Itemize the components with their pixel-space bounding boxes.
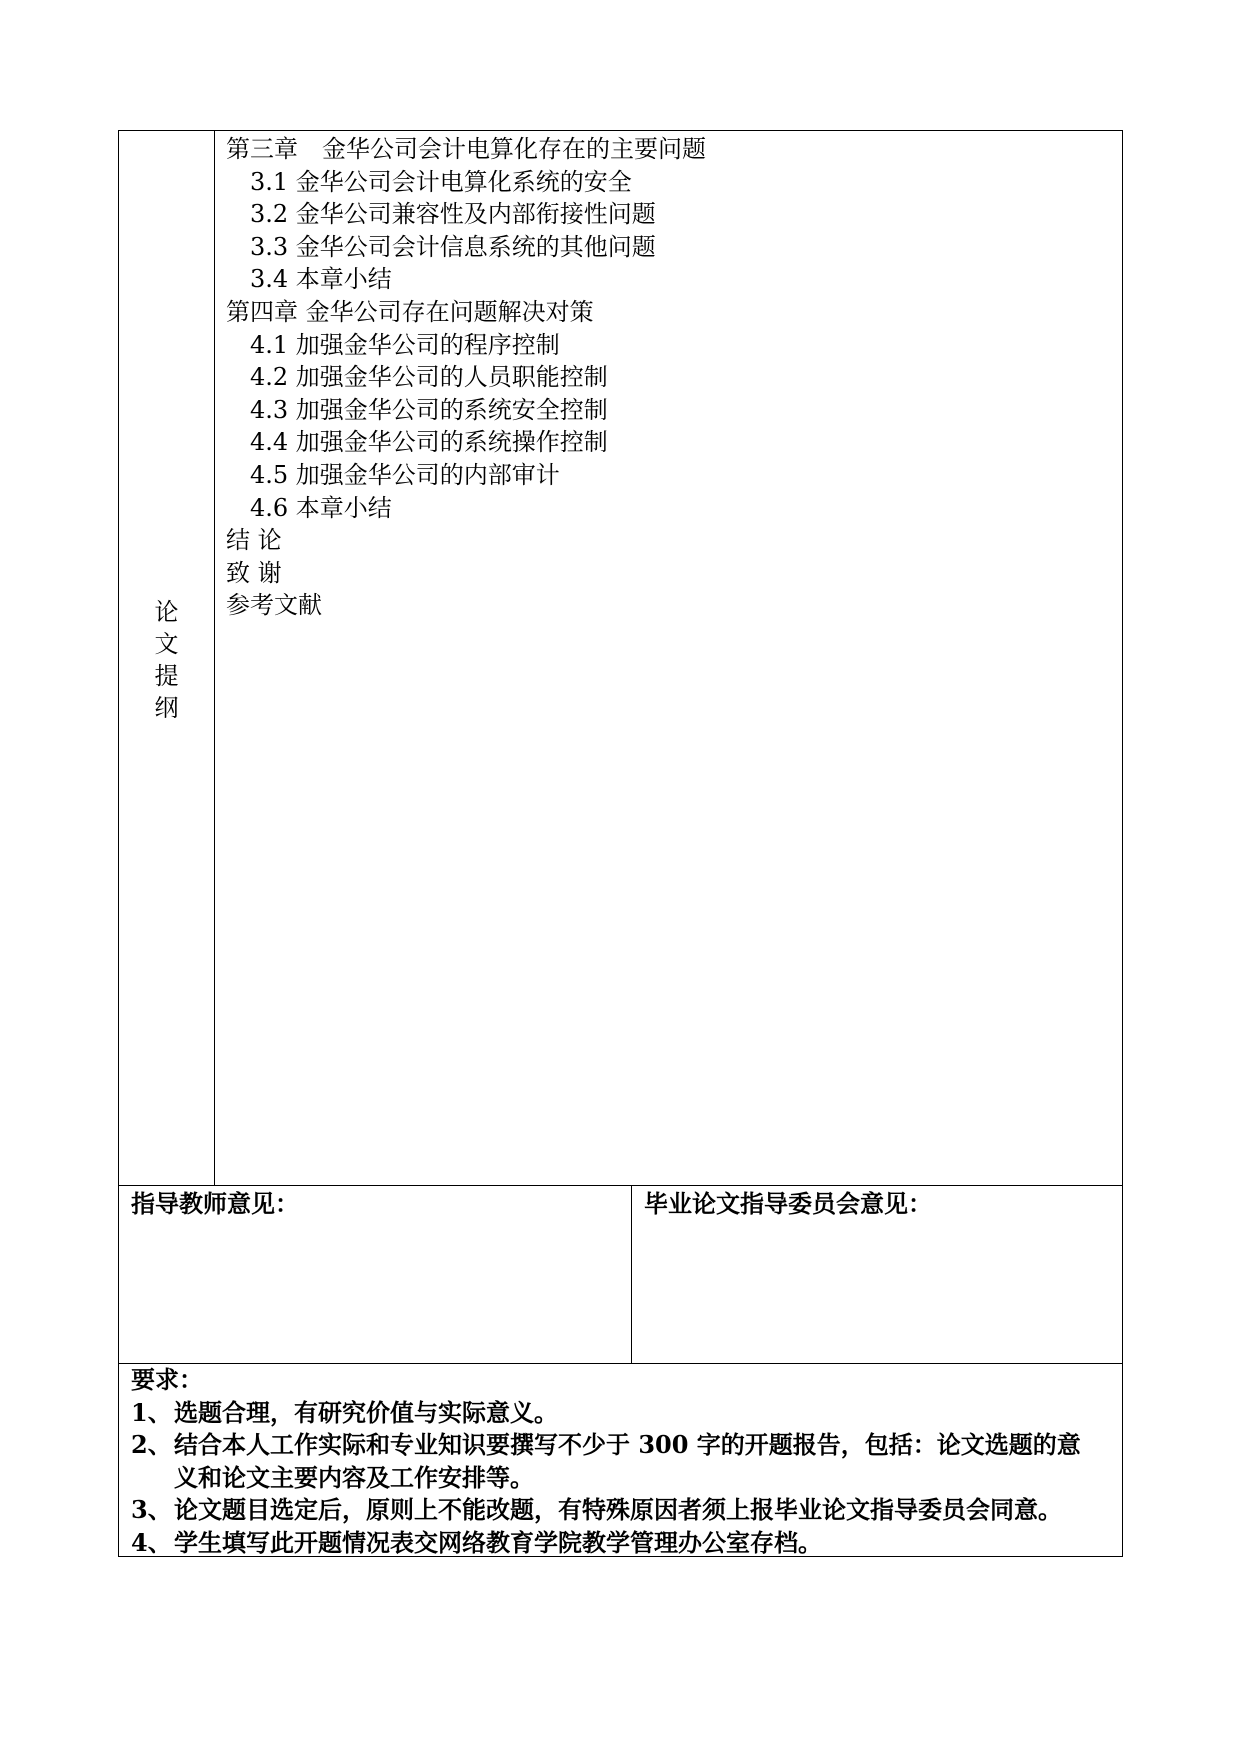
outline-label-char: 提 [154,662,179,690]
section-item: 4.1 加强金华公司的程序控制 [250,330,560,359]
advisor-opinion-cell [119,1186,632,1363]
references-heading: 参考文献 [226,591,322,620]
report-form-table [118,130,1123,1557]
requirements-title: 要求： [131,1365,203,1394]
outline-content [226,133,706,622]
outline-row [119,131,1122,1186]
opinion-row [119,1186,1122,1364]
requirement-text: 论文题目选定后，原则上不能改题，有特殊原因者须上报毕业论文指导委员会同意。 [174,1495,1062,1524]
requirement-item [131,1397,1114,1430]
requirement-item [131,1429,1114,1462]
outline-label-char: 文 [154,630,179,658]
advisor-opinion-label: 指导教师意见： [131,1189,299,1218]
chapter-heading: 第四章 金华公司存在问题解决对策 [226,297,594,326]
requirement-number: 2、 [131,1430,172,1459]
conclusion-heading: 结 论 [226,526,282,555]
requirement-number: 3、 [131,1495,172,1524]
requirements-section [131,1364,1114,1559]
requirement-item [131,1527,1114,1560]
requirement-number: 4、 [131,1527,172,1557]
section-item: 4.4 加强金华公司的系统操作控制 [250,428,608,457]
requirement-text: 选题合理，有研究价值与实际意义。 [174,1397,558,1427]
outline-label [119,596,214,724]
committee-opinion-label: 毕业论文指导委员会意见： [644,1189,932,1218]
section-item: 3.2 金华公司兼容性及内部衔接性问题 [250,200,656,229]
section-item: 4.3 加强金华公司的系统安全控制 [250,395,608,424]
requirement-text: 学生填写此开题情况表交网络教育学院教学管理办公室存档。 [174,1527,822,1557]
outline-label-char: 纲 [154,694,179,722]
section-item: 3.3 金华公司会计信息系统的其他问题 [250,232,656,261]
requirement-continuation: 义和论文主要内容及工作安排等。 [174,1462,534,1492]
section-item: 3.4 本章小结 [250,265,392,294]
committee-opinion-cell [632,1186,1122,1363]
requirement-number: 1、 [131,1397,172,1427]
section-item: 4.5 加强金华公司的内部审计 [250,460,560,489]
outline-label-char: 论 [154,598,179,626]
chapter-heading: 第三章 金华公司会计电算化存在的主要问题 [226,135,706,163]
requirement-text: 结合本人工作实际和专业知识要撰写不少于 300 字的开题报告，包括：论文选题的意 [174,1430,1081,1459]
section-item: 3.1 金华公司会计电算化系统的安全 [250,167,632,196]
section-item: 4.6 本章小结 [250,493,392,522]
outline-label-cell [119,131,215,1185]
section-item: 4.2 加强金华公司的人员职能控制 [250,363,608,392]
requirement-item [131,1494,1114,1527]
acknowledgement-heading: 致 谢 [226,558,282,587]
